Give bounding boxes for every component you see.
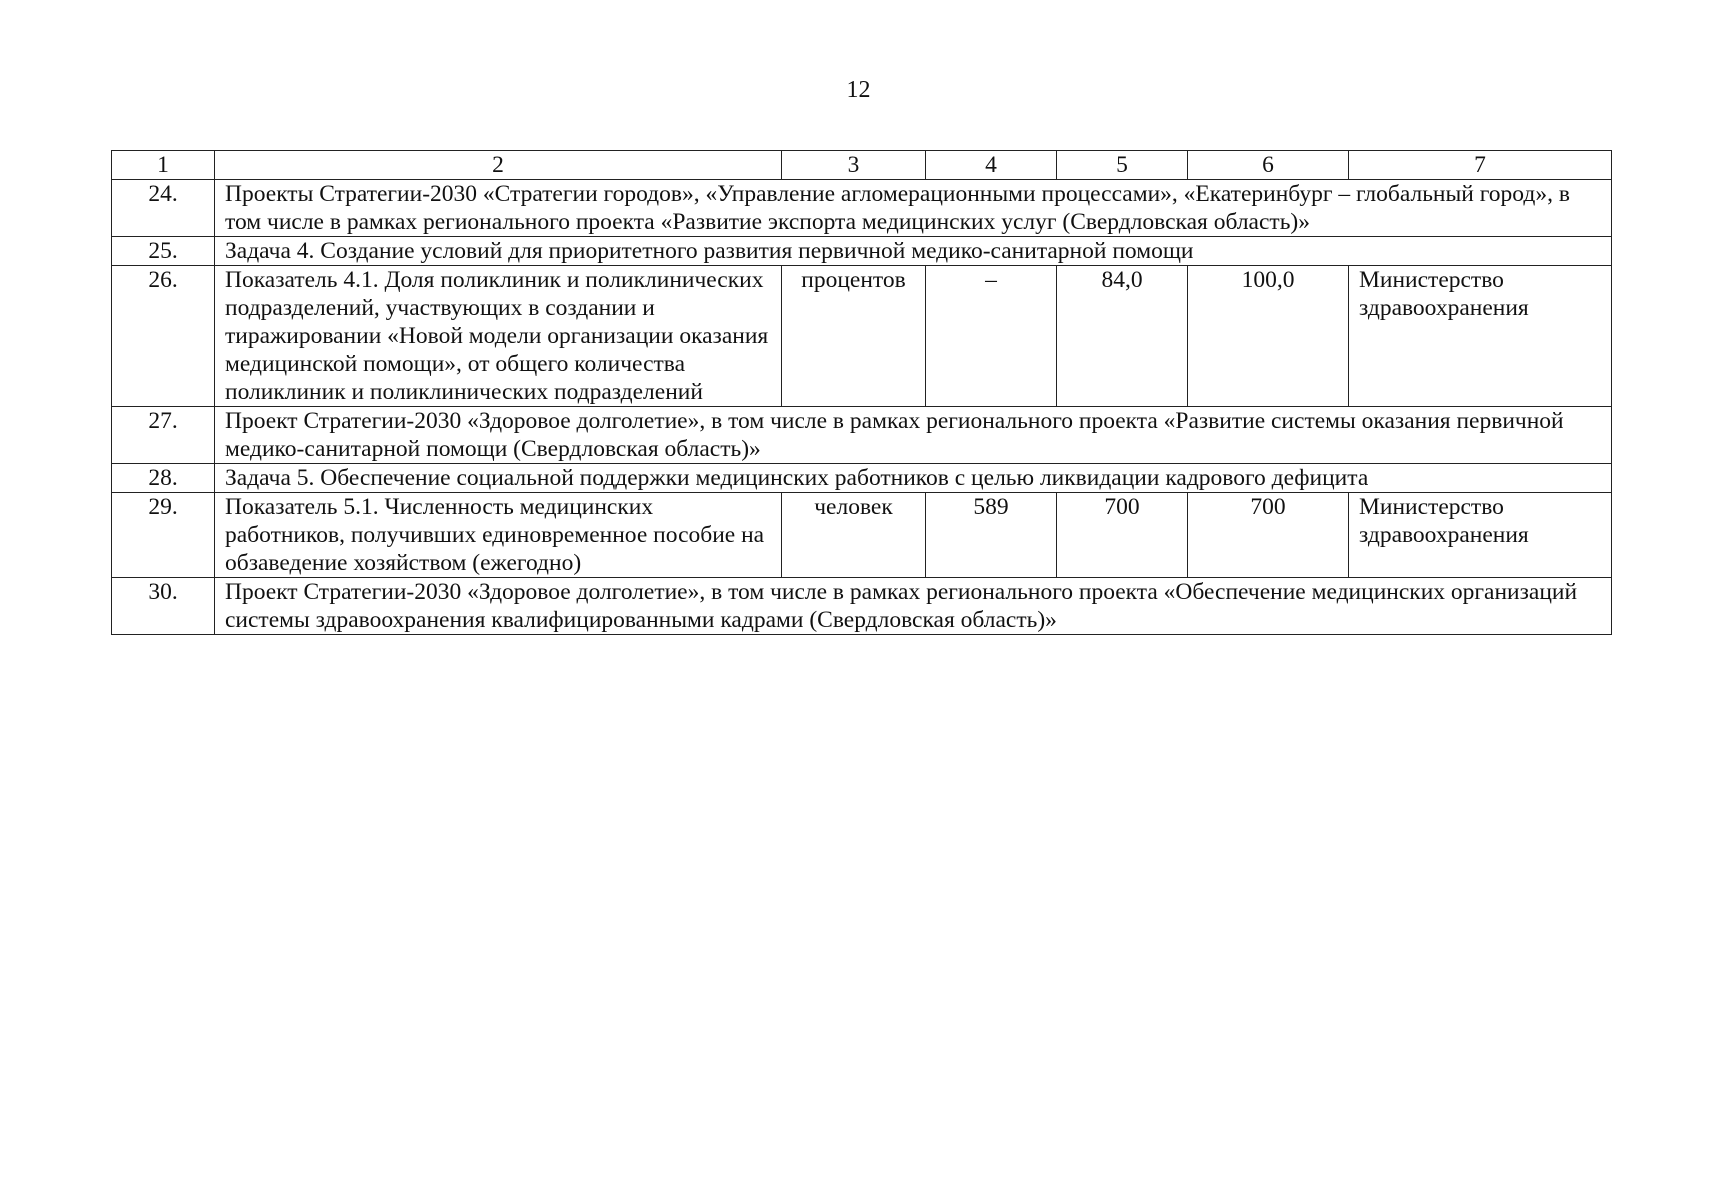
table-row bbox=[112, 578, 1612, 635]
indicator-value: 700 bbox=[1188, 493, 1349, 578]
responsible-body: Министерство здравоохранения bbox=[1349, 266, 1612, 407]
column-number-row bbox=[112, 151, 1612, 180]
indicator-value: 100,0 bbox=[1188, 266, 1349, 407]
indicator-name: Показатель 4.1. Доля поликлиник и поликлинических подразделений, участвующих в создании и тиражировании «Новой модели организации оказания медицинской помощи», от общего количества поликлиник и поликлинических подразделений bbox=[215, 266, 782, 407]
column-header: 7 bbox=[1349, 151, 1612, 180]
page-number: 12 bbox=[846, 77, 871, 103]
row-number: 28. bbox=[112, 464, 215, 493]
table-row bbox=[112, 464, 1612, 493]
responsible-body: Министерство здравоохранения bbox=[1349, 493, 1612, 578]
indicator-value: – bbox=[926, 266, 1057, 407]
task-title: Задача 5. Обеспечение социальной поддержки медицинских работников с целью ликвидации кадрового дефицита bbox=[215, 464, 1612, 493]
table-row bbox=[112, 407, 1612, 464]
row-number: 25. bbox=[112, 237, 215, 266]
row-number: 29. bbox=[112, 493, 215, 578]
column-header: 5 bbox=[1057, 151, 1188, 180]
indicator-value: 700 bbox=[1057, 493, 1188, 578]
column-header: 1 bbox=[112, 151, 215, 180]
indicator-unit: процентов bbox=[782, 266, 926, 407]
task-title: Задача 4. Создание условий для приоритетного развития первичной медико-санитарной помощи bbox=[215, 237, 1612, 266]
indicator-value: 84,0 bbox=[1057, 266, 1188, 407]
table-row bbox=[112, 237, 1612, 266]
column-header: 6 bbox=[1188, 151, 1349, 180]
row-number: 30. bbox=[112, 578, 215, 635]
column-header: 4 bbox=[926, 151, 1057, 180]
indicators-table bbox=[111, 150, 1612, 635]
row-number: 27. bbox=[112, 407, 215, 464]
project-title: Проект Стратегии-2030 «Здоровое долголетие», в том числе в рамках регионального проекта «Обеспечение медицинских организаций системы здравоохранения квалифицированными кадрами (Свердловская область)» bbox=[215, 578, 1612, 635]
table-row bbox=[112, 266, 1612, 407]
column-header: 2 bbox=[215, 151, 782, 180]
project-title: Проект Стратегии-2030 «Здоровое долголетие», в том числе в рамках регионального проекта «Развитие системы оказания первичной медико-санитарной помощи (Свердловская область)» bbox=[215, 407, 1612, 464]
indicator-value: 589 bbox=[926, 493, 1057, 578]
row-number: 26. bbox=[112, 266, 215, 407]
indicator-name: Показатель 5.1. Численность медицинских работников, получивших единовременное пособие на обзаведение хозяйством (ежегодно) bbox=[215, 493, 782, 578]
project-title: Проекты Стратегии-2030 «Стратегии городов», «Управление агломерационными процессами», «Екатеринбург – глобальный город», в том числе в рамках регионального проекта «Развитие экспорта медицинских услуг (Свердловская область)» bbox=[215, 180, 1612, 237]
table-row bbox=[112, 180, 1612, 237]
row-number: 24. bbox=[112, 180, 215, 237]
indicator-unit: человек bbox=[782, 493, 926, 578]
column-header: 3 bbox=[782, 151, 926, 180]
table-row bbox=[112, 493, 1612, 578]
